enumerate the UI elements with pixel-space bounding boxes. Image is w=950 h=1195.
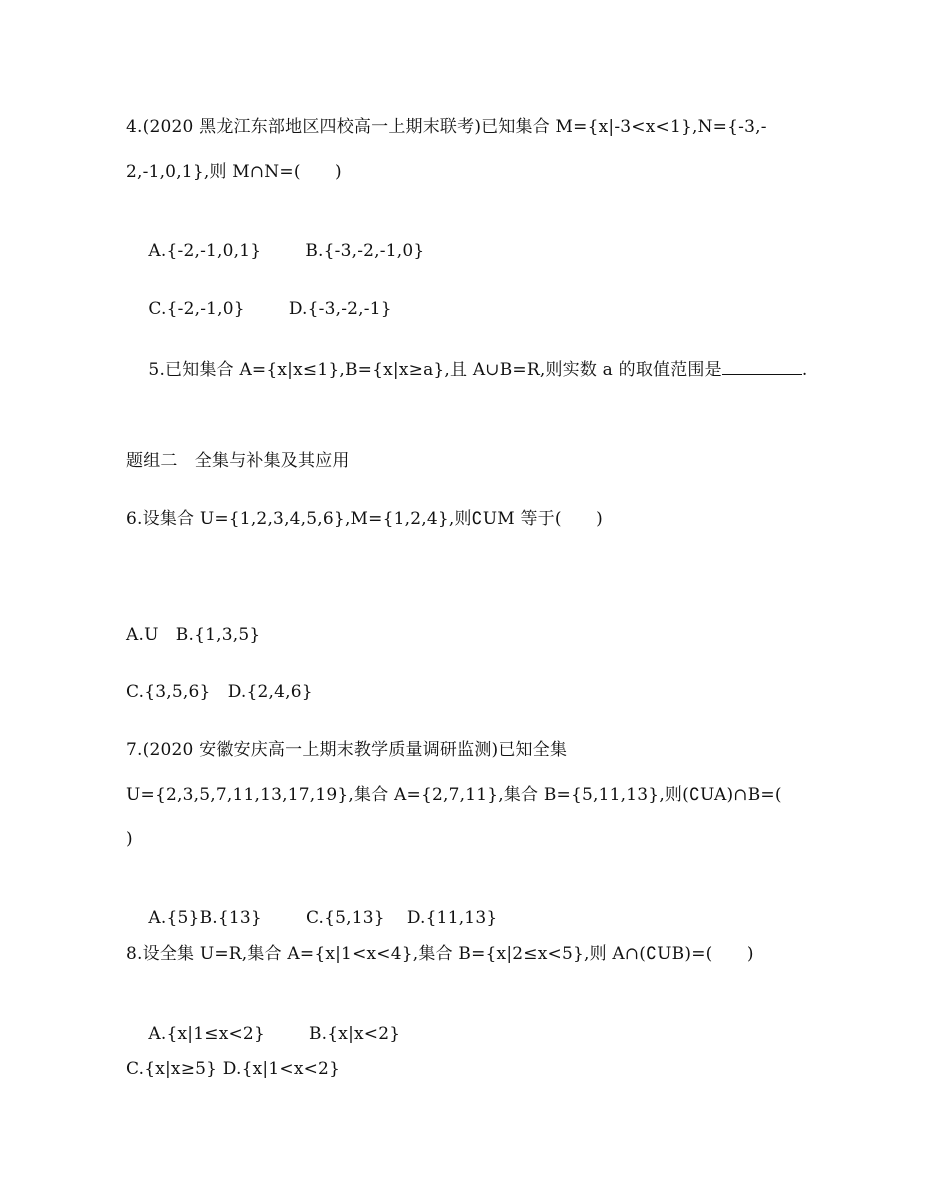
q7-line-2: U={2,3,5,7,11,13,17,19},集合 A={2,7,11},集合 B={5,11,13},则(∁UA)∩B=(	[126, 785, 782, 805]
q4-line-2: 2,-1,0,1},则 M∩N=( )	[126, 162, 342, 182]
q7-option-b: B.{13}	[199, 908, 262, 928]
q7-option-a: A.{5}	[148, 908, 200, 928]
q5-line	[126, 334, 807, 403]
q4-option-d: D.{-3,-2,-1}	[288, 299, 392, 319]
section-title: 题组二 全集与补集及其应用	[126, 451, 350, 471]
q5-text: 5.已知集合 A={x|x≤1},B={x|x≥a},且 A∪B=R,则实数 a 的取值范围是	[148, 360, 722, 380]
q7-option-c: C.{5,13}	[305, 908, 385, 928]
q4-option-c: C.{-2,-1,0}	[148, 299, 245, 319]
q4-option-b: B.{-3,-2,-1,0}	[305, 241, 425, 261]
q4-line-1: 4.(2020 黑龙江东部地区四校高一上期末联考)已知集合 M={x|-3<x<1},N={-3,-	[126, 117, 767, 137]
q6-options-ab: A.U B.{1,3,5}	[126, 625, 261, 645]
q8-option-a: A.{x|1≤x<2}	[148, 1024, 265, 1044]
q8-options-cd: C.{x|x≥5} D.{x|1<x<2}	[126, 1059, 341, 1079]
q4-option-a: A.{-2,-1,0,1}	[148, 241, 262, 261]
q7-option-d: D.{11,13}	[406, 908, 498, 928]
q8-option-b: B.{x|x<2}	[308, 1024, 401, 1044]
q4-options-cd	[126, 276, 392, 342]
q6-options-cd: C.{3,5,6} D.{2,4,6}	[126, 682, 313, 702]
q7-options	[126, 885, 497, 951]
q7-line-3: )	[126, 829, 133, 849]
q6-line-1: 6.设集合 U={1,2,3,4,5,6},M={1,2,4},则∁UM 等于( )	[126, 509, 603, 529]
q5-answer-blank	[722, 356, 802, 375]
q7-line-1: 7.(2020 安徽安庆高一上期末教学质量调研监测)已知全集	[126, 740, 568, 760]
q4-options-ab	[126, 218, 424, 284]
q8-line-1: 8.设全集 U=R,集合 A={x|1<x<4},集合 B={x|2≤x<5},则 A∩(∁UB)=( )	[126, 944, 754, 964]
q5-period: .	[801, 360, 808, 380]
